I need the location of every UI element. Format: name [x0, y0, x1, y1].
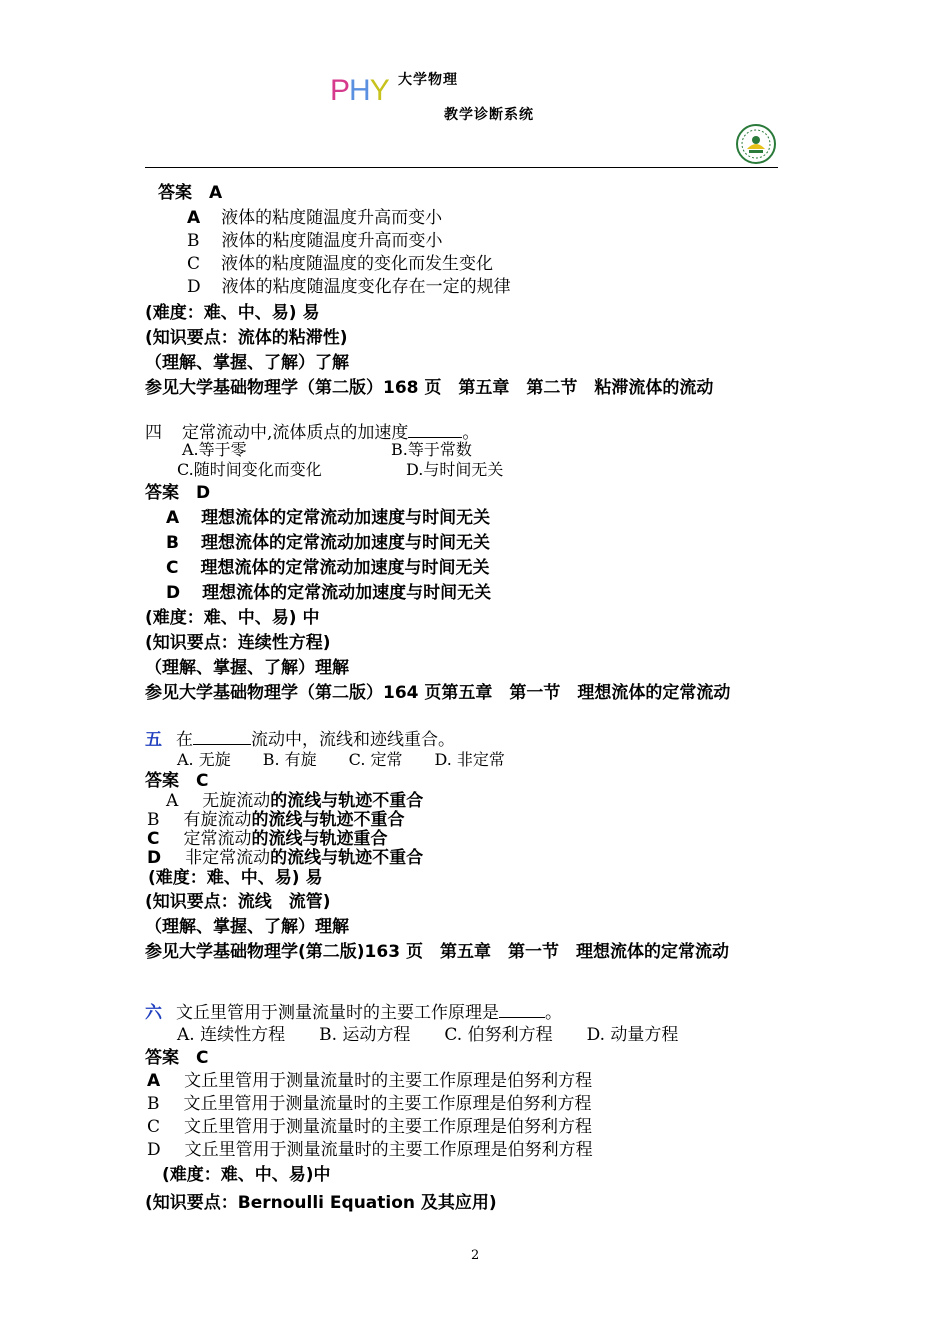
q4-choice-d: D.与时间无关	[406, 460, 504, 479]
q4-blank	[408, 421, 462, 438]
q5-stem: 五 在 流动中，流线和迹线重合。	[145, 730, 455, 750]
q4-choice-b: B.等于常数	[391, 440, 472, 459]
q6-knowledge: (知识要点：Bernoulli Equation 及其应用)	[145, 1193, 497, 1213]
q5-option-c: C 定常流动的流线与轨迹重合	[147, 829, 388, 849]
q6-option-d: D 文丘里管用于测量流量时的主要工作原理是伯努利方程	[147, 1140, 593, 1160]
q4-knowledge: (知识要点：连续性方程)	[145, 633, 331, 653]
q3-level: （理解、掌握、了解）了解	[145, 353, 349, 373]
header-rule	[145, 167, 778, 168]
q3-option-c: C 液体的粘度随温度的变化而发生变化	[187, 254, 494, 274]
q6-blank	[499, 1001, 545, 1018]
phy-logo: PHY	[330, 74, 389, 107]
q6-difficulty: (难度：难、中、易)中	[162, 1165, 331, 1185]
q6-stem: 六 文丘里管用于测量流量时的主要工作原理是 。	[145, 1003, 562, 1023]
q4-stem: 四 定常流动中,流体质点的加速度 。	[145, 423, 480, 443]
q3-reference: 参见大学基础物理学（第二版）168 页 第五章 第二节 粘滞流体的流动	[145, 378, 714, 398]
q4-choice-a: A.等于零	[182, 440, 247, 459]
q3-option-b: B 液体的粘度随温度升高而变小	[187, 231, 443, 251]
q5-reference: 参见大学基础物理学(第二版)163 页 第五章 第一节 理想流体的定常流动	[145, 942, 729, 962]
q3-option-d: D 液体的粘度随温度变化存在一定的规律	[187, 277, 511, 297]
q5-difficulty: (难度：难、中、易) 易	[148, 868, 323, 888]
q5-option-a: A 无旋流动的流线与轨迹不重合	[166, 791, 424, 811]
q4-answer: 答案 D	[145, 483, 211, 503]
header-title-line1: 大学物理	[398, 72, 458, 88]
q5-answer: 答案 C	[145, 771, 209, 791]
q3-answer: 答案 A	[158, 183, 223, 203]
q6-answer: 答案 C	[145, 1048, 209, 1068]
q6-choices: A. 连续性方程 B. 运动方程 C. 伯努利方程 D. 动量方程	[177, 1025, 679, 1045]
q4-option-b: B 理想流体的定常流动加速度与时间无关	[166, 533, 490, 553]
q4-reference: 参见大学基础物理学（第二版）164 页第五章 第一节 理想流体的定常流动	[145, 683, 731, 703]
q5-blank	[193, 728, 251, 745]
q4-choice-c: C.随时间变化而变化	[177, 460, 322, 479]
q5-knowledge: (知识要点：流线 流管)	[145, 892, 331, 912]
q6-option-c: C 文丘里管用于测量流量时的主要工作原理是伯努利方程	[147, 1117, 593, 1137]
q6-option-a: A 文丘里管用于测量流量时的主要工作原理是伯努利方程	[147, 1071, 593, 1091]
q4-difficulty: (难度：难、中、易) 中	[145, 608, 320, 628]
header-title-line2: 教学诊断系统	[444, 107, 534, 123]
q4-option-c: C 理想流体的定常流动加速度与时间无关	[166, 558, 490, 578]
q3-difficulty: (难度：难、中、易) 易	[145, 303, 320, 323]
q6-option-b: B 文丘里管用于测量流量时的主要工作原理是伯努利方程	[147, 1094, 592, 1114]
q5-option-d: D 非定常流动的流线与轨迹不重合	[147, 848, 424, 868]
q5-level: （理解、掌握、了解）理解	[145, 917, 349, 937]
q4-option-a: A 理想流体的定常流动加速度与时间无关	[166, 508, 491, 528]
page-number: 2	[471, 1248, 480, 1263]
q3-option-a: A 液体的粘度随温度升高而变小	[187, 208, 443, 228]
q4-option-d: D 理想流体的定常流动加速度与时间无关	[166, 583, 492, 603]
q5-option-b: B 有旋流动的流线与轨迹不重合	[147, 810, 405, 830]
q4-level: （理解、掌握、了解）理解	[145, 658, 349, 678]
school-emblem-icon	[735, 123, 777, 165]
q3-knowledge: (知识要点：流体的粘滞性)	[145, 328, 348, 348]
q5-choices: A. 无旋 B. 有旋 C. 定常 D. 非定常	[177, 750, 505, 769]
